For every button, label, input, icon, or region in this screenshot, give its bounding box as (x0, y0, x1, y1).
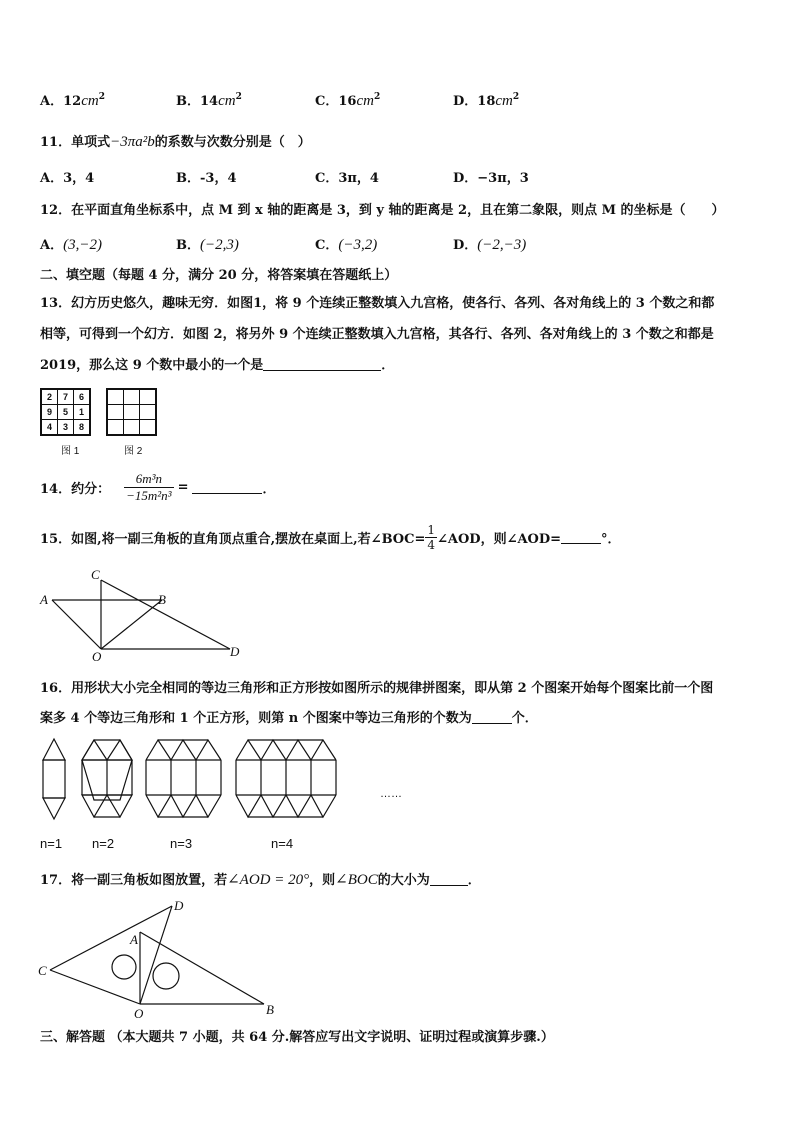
fraction-numerator: 1 (427, 523, 435, 537)
option-unit: cm (495, 93, 513, 109)
question-text: 用形状大小完全相同的等边三角形和正方形按如图所示的规律拼图案，即从第 2 个图案开始每个图案比前一个图 (71, 681, 714, 696)
label-d: D (230, 644, 240, 659)
option-value: −3π，3 (477, 171, 529, 186)
label-c: C (38, 963, 47, 978)
label-o: O (92, 649, 102, 664)
option-exponent: 2 (373, 92, 381, 102)
q11-option-b (176, 167, 237, 186)
question-number: 15． (40, 532, 72, 547)
q12-stem (40, 199, 725, 218)
option-letter: C． (315, 171, 339, 186)
grid-cell: 4 (41, 420, 58, 436)
question-number: 16． (40, 681, 72, 696)
question-text: 案多 4 个等边三角形和 1 个正方形，则第 n 个图案中等边三角形的个数为 (40, 711, 472, 726)
question-text: 将一副三角板如图放置，若 (71, 873, 228, 888)
fraction-denominator: −15m²n³ (126, 488, 172, 503)
q16-line1 (40, 677, 713, 696)
option-value: (−3,2) (338, 237, 378, 253)
grid-cell: 8 (74, 420, 91, 436)
pattern-n2 (82, 740, 132, 817)
pattern-n3 (146, 740, 221, 817)
question-text: 幻方历史悠久，趣味无穷．如图1，将 9 个连续正整数填入九宫格，使各行、各列、各对角线上的 3 个数之和都 (71, 296, 715, 311)
section-3-title: 三、解答题 （本大题共 7 小题，共 64 分.解答应写出文字说明、证明过程或演算步骤.） (40, 1030, 554, 1045)
label-a: A (130, 932, 138, 947)
grid-cell (124, 420, 140, 436)
q10-option-a (40, 90, 105, 110)
answer-blank[interactable] (192, 481, 262, 494)
math-expression: −3πa²b (110, 134, 155, 150)
option-letter: D． (453, 171, 478, 186)
grid-cell (140, 420, 157, 436)
q11-stem (40, 131, 311, 151)
q17-stem (40, 869, 481, 889)
magic-square-figure-2 (106, 388, 157, 436)
question-text: 2019，那么这 9 个数中最小的一个是 (40, 358, 264, 373)
q15-stem (40, 523, 621, 552)
grid-cell (107, 389, 124, 405)
q16-pattern-figure (36, 735, 416, 827)
line-ao (52, 600, 101, 649)
caption-n2: n=2 (92, 836, 115, 851)
question-text: 的大小为 (377, 873, 430, 888)
question-text: 约分： (71, 482, 111, 497)
question-text: ． (381, 358, 395, 373)
q12-option-d (453, 234, 526, 254)
line-co (50, 970, 140, 1004)
math-expression: ∠BOC (335, 872, 378, 888)
question-number: 12． (40, 203, 72, 218)
option-value: 12 (63, 94, 82, 109)
label-b: B (266, 1002, 274, 1017)
grid-cell: 7 (58, 389, 74, 405)
empty-grid (106, 388, 157, 436)
grid-cell: 3 (58, 420, 74, 436)
section-2-title: 二、填空题（每题 4 分，满分 20 分，将答案填在答题纸上） (40, 268, 398, 283)
grid-cell (124, 389, 140, 405)
grid-cell: 9 (41, 405, 58, 420)
grid-cell: 6 (74, 389, 91, 405)
question-text: 如图,将一副三角板的直角顶点重合,摆放在桌面上,若∠BOC= (71, 532, 426, 547)
line-ab (140, 932, 264, 1004)
option-exponent: 2 (512, 92, 520, 102)
fraction (425, 523, 437, 552)
grid-cell (124, 405, 140, 420)
question-text: ∠AOD，则∠AOD= (437, 532, 562, 547)
grid-cell: 2 (41, 389, 58, 405)
figure-2-caption: 图 2 (124, 446, 143, 457)
option-exponent: 2 (235, 92, 242, 102)
q14-stem (40, 471, 276, 504)
q10-option-c (315, 90, 380, 110)
q11-option-c (315, 167, 379, 186)
label-o: O (134, 1006, 144, 1021)
q13-line3 (40, 354, 394, 373)
q13-line1 (40, 292, 714, 311)
question-text: ． (467, 873, 481, 888)
question-text: ，则 (309, 873, 336, 888)
question-text: 个． (511, 711, 538, 726)
magic-square-grid (40, 388, 91, 436)
answer-blank[interactable] (472, 711, 512, 724)
grid-cell: 5 (58, 405, 74, 420)
option-letter: B． (176, 238, 200, 253)
caption-n4: n=4 (271, 836, 294, 851)
option-letter: B． (176, 171, 200, 186)
answer-blank[interactable] (561, 531, 601, 544)
question-number: 14． (40, 482, 72, 497)
question-number: 17． (40, 873, 72, 888)
option-value: 3π，4 (338, 171, 379, 186)
option-letter: C． (315, 94, 339, 109)
option-unit: cm (218, 93, 236, 109)
question-number: 11． (40, 135, 72, 150)
q15-triangle-figure (36, 566, 248, 664)
q12-option-c (315, 234, 377, 254)
option-exponent: 2 (98, 92, 105, 102)
question-text: 在平面直角坐标系中，点 M 到 x 轴的距离是 3，到 y 轴的距离是 2，且在第二象限，则点 M 的坐标是（ ） (71, 203, 725, 218)
option-letter: A． (40, 238, 64, 253)
option-letter: D． (453, 238, 478, 253)
option-letter: A． (40, 94, 64, 109)
option-unit: cm (81, 93, 99, 109)
caption-n3: n=3 (170, 836, 193, 851)
grid-cell (140, 405, 157, 420)
option-letter: B． (176, 94, 200, 109)
math-expression: ∠AOD = 20° (227, 872, 310, 888)
q11-option-d (453, 167, 529, 186)
label-d: D (174, 898, 184, 913)
equals-sign: = (177, 480, 189, 495)
option-value: -3，4 (200, 171, 237, 186)
fraction-denominator: 4 (427, 538, 435, 552)
question-text: 单项式 (71, 135, 111, 150)
label-b: B (158, 592, 166, 607)
q12-option-b (176, 234, 239, 254)
q10-option-d (453, 90, 519, 110)
q16-line2 (40, 707, 538, 726)
label-a: A (40, 592, 48, 607)
q13-line2: 相等，可得到一个幻方．如图 2，将另外 9 个连续正整数填入九宫格，其各行、各列、各对角线上的 3 个数之和都是 (40, 327, 714, 342)
option-value: (−2,3) (200, 237, 239, 253)
option-value: 16 (338, 94, 357, 109)
option-letter: D． (453, 94, 478, 109)
option-value: (−2,−3) (477, 237, 527, 253)
grid-cell (107, 405, 124, 420)
figure-1-caption: 图 1 (61, 446, 80, 457)
caption-n1: n=1 (40, 836, 63, 851)
option-unit: cm (356, 93, 374, 109)
q11-option-a (40, 167, 94, 186)
q17-triangle-figure (34, 896, 284, 1022)
option-letter: C． (315, 238, 339, 253)
answer-blank[interactable] (263, 358, 381, 371)
grid-cell (107, 420, 124, 436)
pattern-ellipsis: …… (380, 788, 402, 800)
grid-cell: 1 (74, 405, 91, 420)
q10-option-b (176, 90, 242, 110)
question-text: 的系数与次数分别是（ ） (154, 135, 311, 150)
option-value: 18 (477, 94, 496, 109)
fraction-numerator: 6m³n (124, 471, 173, 488)
option-value: 3，4 (63, 171, 95, 186)
line-cd (101, 580, 230, 649)
option-letter: A． (40, 171, 64, 186)
q12-option-a (40, 234, 102, 254)
pattern-n1 (43, 739, 65, 819)
fraction (124, 471, 173, 504)
magic-square-figure-1 (40, 388, 91, 436)
answer-blank[interactable] (430, 873, 468, 886)
label-c: C (91, 567, 100, 582)
grid-cell (140, 389, 157, 405)
question-number: 13． (40, 296, 72, 311)
option-value: (3,−2) (63, 237, 102, 253)
hole-circle (153, 963, 179, 989)
pattern-n4 (236, 740, 336, 817)
question-text: ． (262, 482, 276, 497)
hole-circle (112, 955, 136, 979)
question-text: °． (601, 532, 621, 547)
option-value: 14 (200, 94, 219, 109)
